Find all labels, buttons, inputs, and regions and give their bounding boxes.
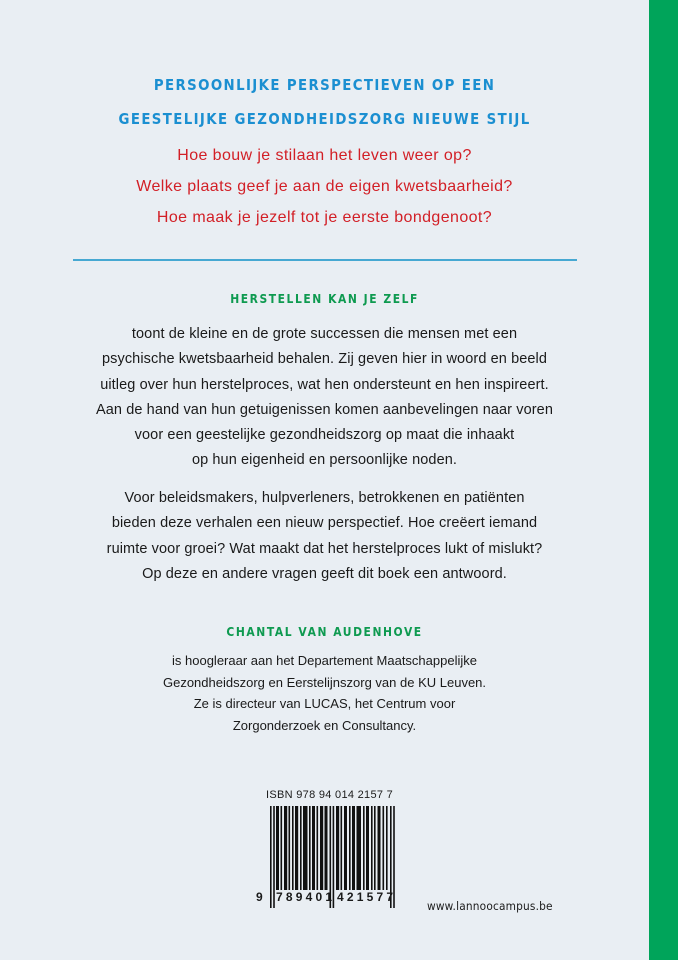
paragraph-line: op hun eigenheid en persoonlijke noden. [191, 452, 458, 469]
paragraph-line: toont de kleine en de grote successen die mensen met een [131, 326, 518, 342]
bio-line: Zorgonderzoek en Consultancy. [232, 717, 417, 733]
headline-line-2: GEESTELIJKE GEZONDHEIDSZORG NIEUWE STIJL [118, 110, 531, 128]
isbn-label: ISBN 978 94 014 2157 7 [266, 789, 394, 801]
spine-color-strip [649, 0, 678, 960]
paragraph-line: psychische kwetsbaarheid behalen. Zij geven hier in woord en beeld [101, 351, 548, 368]
paragraph-line: voor een geestelijke gezondheidszorg op maat die inhaakt [134, 427, 515, 444]
paragraph-line: Aan de hand van hun getuigenissen komen aanbevelingen naar voren [95, 401, 554, 418]
question-2: Welke plaats geef je aan de eigen kwetsbaarheid? [136, 178, 513, 195]
barcode-digits-left: 789401 [276, 890, 336, 904]
book-title-heading: HERSTELLEN KAN JE ZELF [230, 291, 419, 306]
paragraph-line: bieden deze verhalen een nieuw perspectief. Hoe creëert iemand [111, 515, 538, 532]
author-bio [0, 650, 649, 736]
question-3: Hoe maak je jezelf tot je eerste bondgenoot? [156, 209, 493, 226]
questions-list [0, 140, 649, 233]
bio-line: is hoogleraar aan het Departement Maatschappelijke [172, 653, 477, 668]
bio-line: Gezondheidszorg en Eerstelijnszorg van de KU Leuven. [162, 674, 487, 690]
paragraph-line: ruimte voor groei? Wat maakt dat het herstelproces lukt of mislukt? [106, 540, 543, 557]
paragraph-line: uitleg over hun herstelproces, wat hen ondersteunt en hen inspireert. [100, 376, 549, 393]
barcode-digits-right: 421577 [337, 890, 397, 904]
author-name-heading: CHANTAL VAN AUDENHOVE [226, 624, 423, 639]
paragraph-line: Op deze en andere vragen geeft dit boek een antwoord. [142, 565, 507, 582]
question-1: Hoe bouw je stilaan het leven weer op? [177, 147, 472, 164]
barcode-digit-first: 9 [256, 890, 266, 904]
paragraph-line: Voor beleidsmakers, hulpverleners, betrokkenen en patiënten [124, 490, 525, 506]
publisher-website: www.lannoocampus.be [427, 899, 553, 913]
headline [46, 68, 604, 136]
book-description-paragraph-2 [0, 486, 649, 587]
book-description-paragraph-1 [0, 322, 649, 474]
bio-line: Ze is directeur van LUCAS, het Centrum voor [193, 696, 456, 711]
headline-line-1: PERSOONLIJKE PERSPECTIEVEN OP EEN [153, 76, 496, 94]
divider-line [73, 259, 577, 261]
